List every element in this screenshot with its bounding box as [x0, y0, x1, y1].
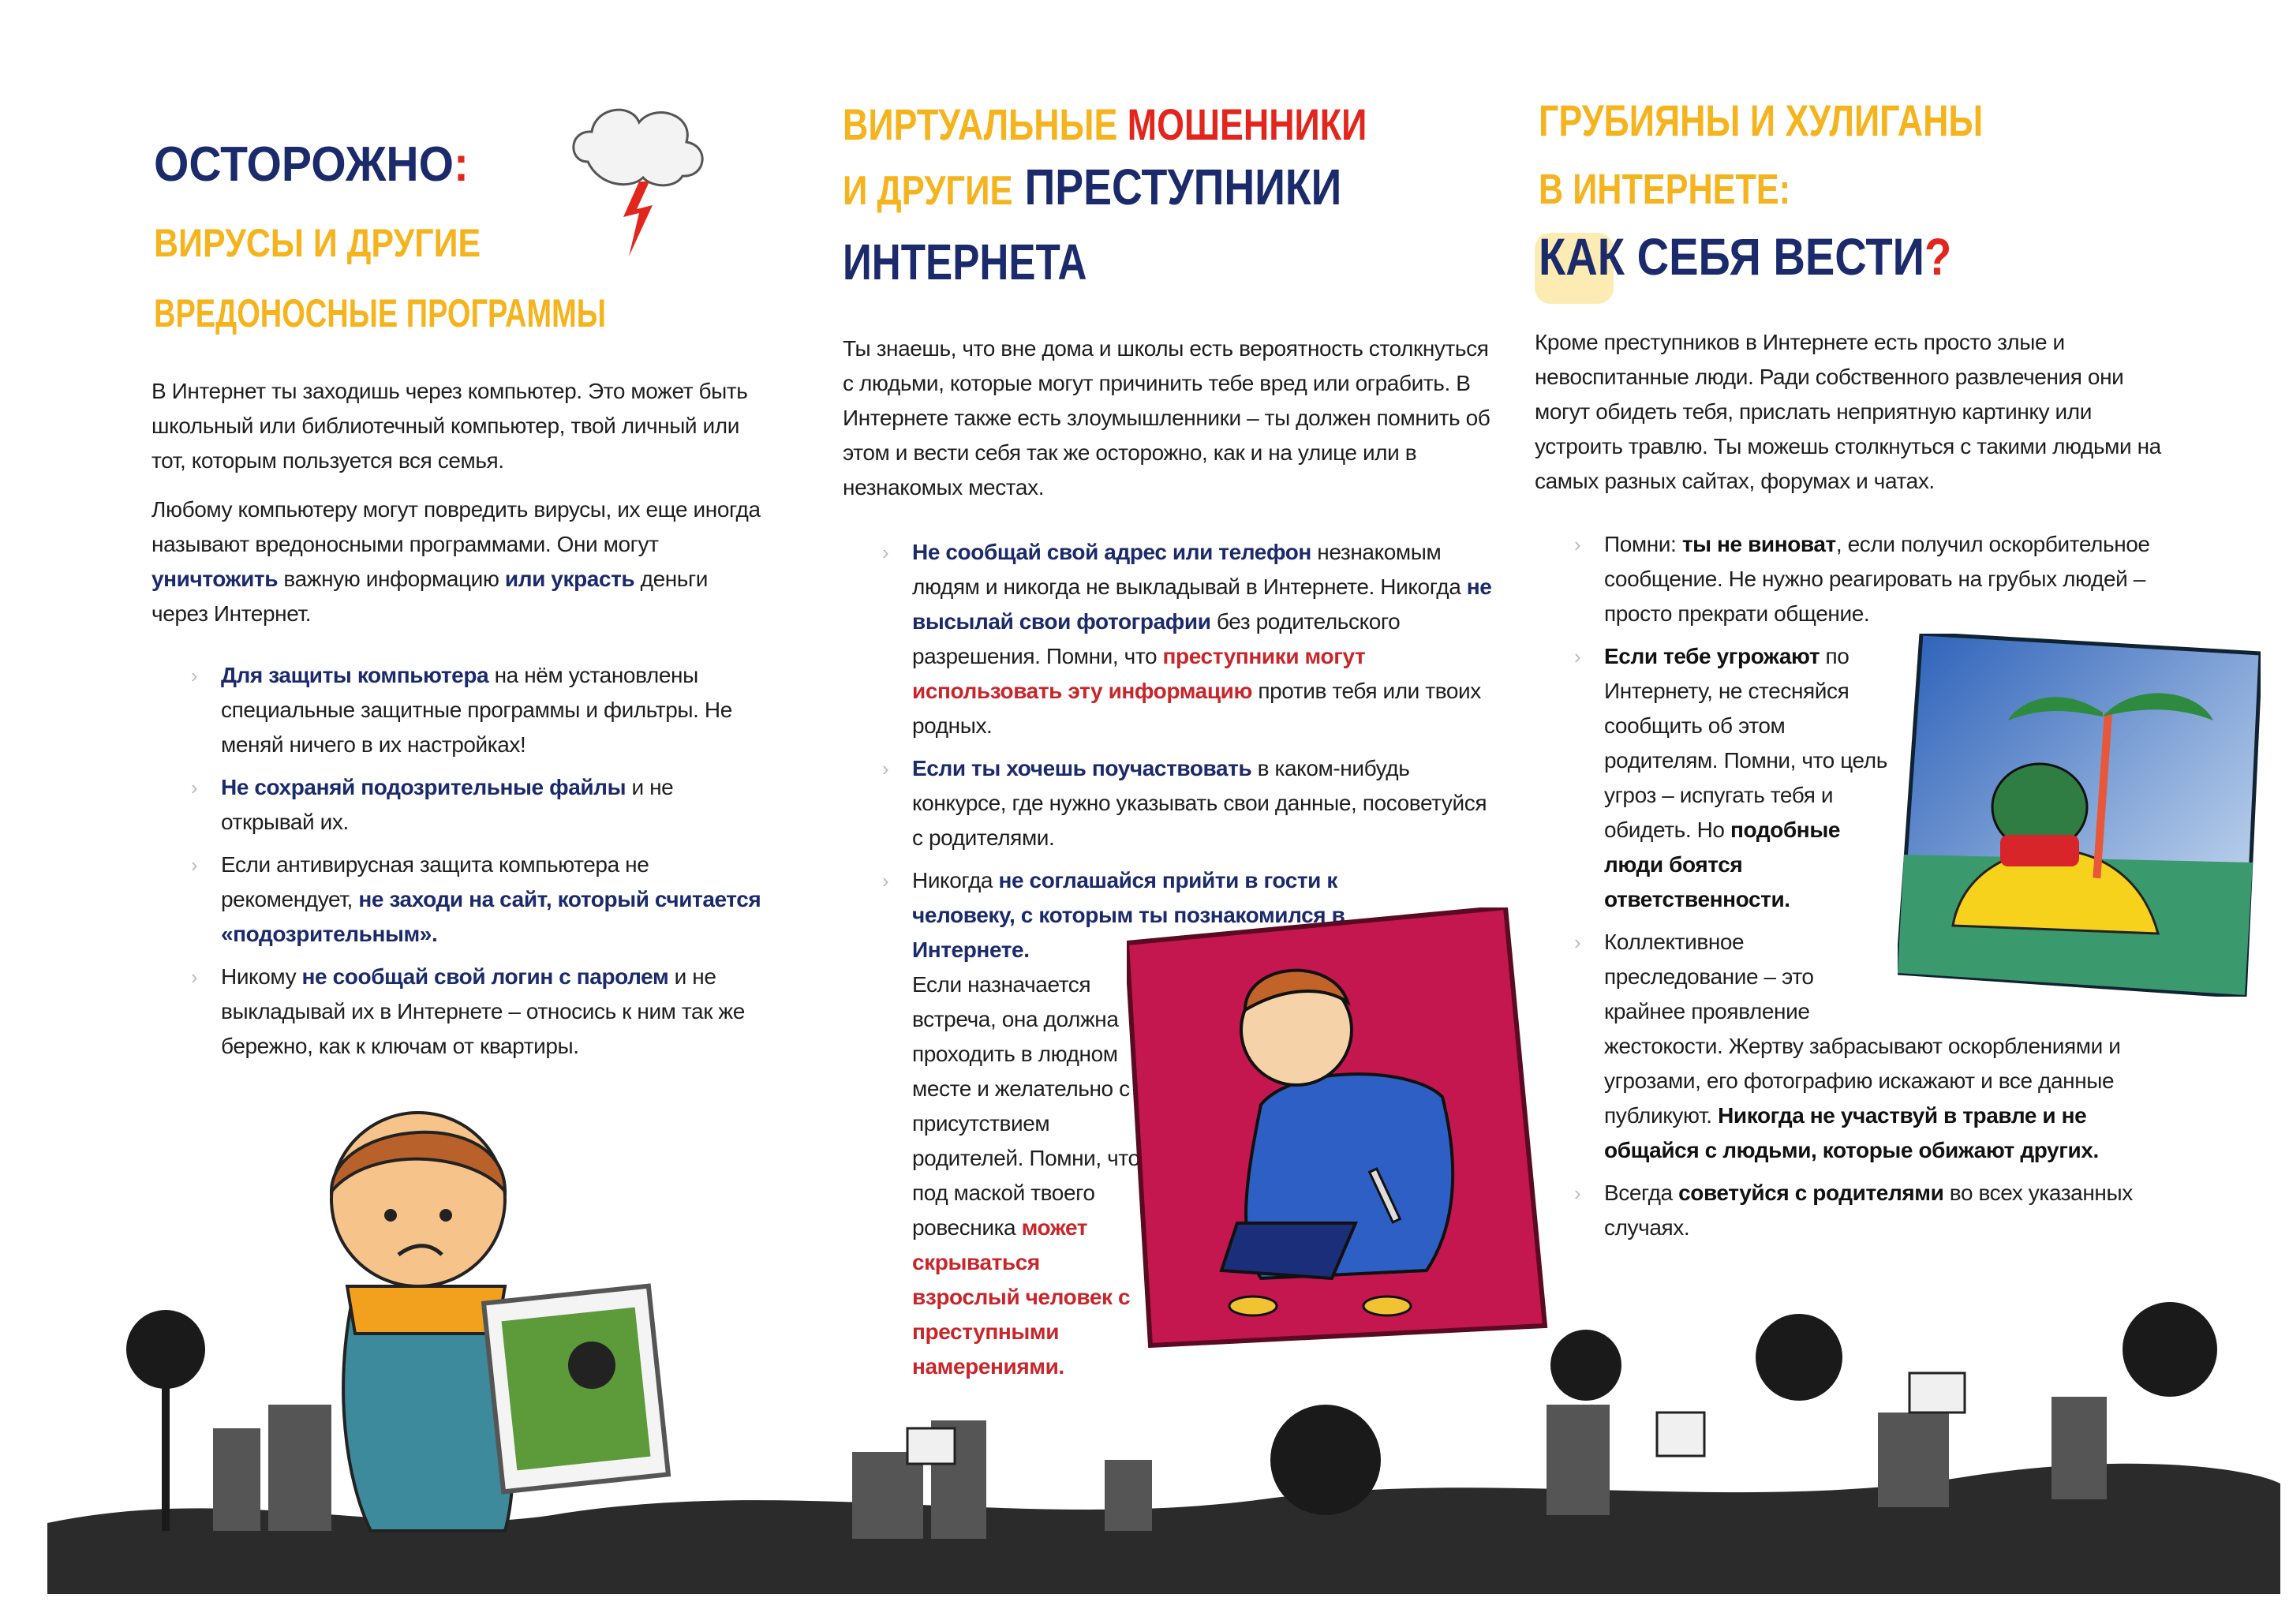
list-item — [1535, 527, 2182, 631]
heading-word: ВИРТУАЛЬНЫЕ — [843, 99, 1118, 149]
body-text: Никогда — [912, 868, 999, 892]
bullet-arrow-icon: › — [191, 965, 198, 989]
list-item — [1535, 639, 2182, 917]
body-text: незнакомым людям и никогда не выкладывай в Интернете. Никогда — [912, 540, 1467, 599]
heading-word: МОШЕННИКИ — [1127, 99, 1367, 149]
col3-heading-line2: В ИНТЕРНЕТЕ: — [1539, 166, 1791, 213]
body-text: без родительского разрешения. Помни, что — [912, 609, 1401, 668]
storm-cloud-icon — [564, 99, 714, 256]
body-text: Если назначается встреча, она должна проходить в людном месте и желательно с присутствием родителей. Помни, что под маской твоего ровесника — [912, 972, 1140, 1240]
confused-boy-illustration — [260, 1105, 702, 1547]
bold-text: Если ты хочешь поучаствовать — [912, 756, 1252, 780]
bold-text: не сообщай свой логин с паролем — [301, 964, 669, 989]
heading-text: ОСТОРОЖНО — [154, 137, 454, 192]
col1-paragraph-2 — [151, 492, 763, 631]
col1-heading-main — [154, 137, 469, 192]
bold-text: не высылай свои фотографии — [912, 574, 1492, 634]
body-text: Помни: — [1604, 532, 1682, 556]
list-item — [151, 658, 763, 762]
body-text: деньги через Интернет. — [151, 567, 709, 626]
list-item — [151, 960, 763, 1064]
bold-text: Не сохраняй подозрительные файлы — [221, 775, 626, 799]
bold-text: Не сообщай свой адрес или телефон — [912, 540, 1311, 564]
list-item — [151, 848, 763, 952]
heading-word: И ДРУГИЕ — [843, 168, 1013, 214]
bold-text: не заходи на сайт, который считается «подозрительным». — [221, 887, 761, 946]
heading-text: КАК СЕБЯ ВЕСТИ — [1539, 227, 1924, 286]
body-text: Если антивирусная защита компьютера не рекомендует, — [221, 852, 649, 911]
col1-heading-sub1: ВИРУСЫ И ДРУГИЕ — [154, 221, 481, 265]
bold-text: Для защиты компьютера — [221, 663, 489, 687]
body-text: В Интернет ты заходишь через компьютер. Это может быть школьный или библиотечный компьютер, твой личный или тот, которым пользуется вся семья. — [151, 379, 748, 473]
col1-heading-sub2: ВРЕДОНОСНЫЕ ПРОГРАММЫ — [154, 291, 606, 335]
bullet-arrow-icon: › — [1574, 645, 1581, 668]
bullet-arrow-icon: › — [882, 541, 889, 564]
col3-heading-line1: ГРУБИЯНЫ И ХУЛИГАНЫ — [1539, 95, 1984, 145]
bullet-arrow-icon: › — [882, 757, 889, 780]
body-text: Любому компьютеру могут повредить вирусы, их еще иногда называют вредоносными программами. Они могут — [151, 497, 761, 556]
body-text: по Интернету, не стесняйся сообщить об этом родителям. Помни, что цель угроз – испугать тебя и обидеть. Но — [1604, 644, 1887, 842]
body-text: и не выкладывай их в Интернете – относись к ним так же бережно, как к ключам от квартиры. — [221, 964, 745, 1058]
bullet-arrow-icon: › — [191, 853, 198, 877]
bullet-arrow-icon: › — [1574, 930, 1581, 954]
heading-word: ПРЕСТУПНИКИ — [1024, 159, 1342, 215]
list-item — [151, 770, 763, 840]
list-item — [843, 751, 1494, 855]
bold-text: или украсть — [504, 567, 635, 591]
bullet-arrow-icon: › — [191, 776, 198, 799]
bold-text: уничтожить — [151, 567, 279, 591]
bold-text: советуйся с родителями — [1678, 1181, 1944, 1205]
list-item — [1535, 925, 2182, 1168]
col2-heading-line3: ИНТЕРНЕТА — [843, 234, 1087, 290]
bullet-arrow-icon: › — [1574, 533, 1581, 556]
list-item — [1535, 1176, 2182, 1245]
col2-intro — [843, 331, 1494, 505]
bold-text: ты не виноват — [1681, 532, 1836, 556]
bold-text: Если тебе угрожают — [1604, 644, 1820, 668]
bullet-arrow-icon: › — [882, 869, 889, 892]
col3-intro — [1535, 325, 2182, 499]
body-text: и не открывай их. — [221, 775, 674, 834]
body-text: против тебя или твоих родных. — [912, 679, 1481, 738]
body-text: Всегда — [1604, 1181, 1679, 1205]
body-text: важную информацию — [278, 567, 505, 591]
body-text: во всех указанных случаях. — [1604, 1181, 2133, 1240]
body-text: Никому — [221, 964, 302, 989]
body-text: Кроме преступников в Интернете есть просто злые и невоспитанные люди. Ради собственного развлечения они могут обидеть тебя, прислать неприятную картинку или устроить травлю. Ты можешь столкнуться с такими людьми на самых разных сайтах, форумах и чатах. — [1535, 330, 2161, 493]
col1-body — [151, 374, 763, 1072]
bold-text: не соглашайся прийти в гости к человеку, с которым ты познакомился в Интернете. — [912, 868, 1345, 962]
body-text: Ты знаешь, что вне дома и школы есть вероятность столкнуться с людьми, которые могут причинить тебе вред или ограбить. В Интернете также есть злоумышленники – ты должен помнить об этом и вести себя так же осторожно, как и на улице или в незнакомых местах. — [843, 336, 1490, 500]
col3-heading-line3 — [1539, 227, 1952, 286]
col2-heading-line2 — [843, 159, 1342, 215]
col3-body — [1535, 325, 2182, 1253]
heading-colon: : — [453, 137, 469, 192]
bold-text: подобные люди боятся ответственности. — [1604, 818, 1840, 911]
col1-paragraph-1 — [151, 374, 763, 478]
body-text: Коллективное преследование – это крайнее проявление жестокости. Жертву забрасывают оскорблениями и угрозами, его фотографию искажают и все данные публикуют. — [1604, 930, 2121, 1128]
bold-text: Никогда не участвуй в травле и не общайся с людьми, которые обижают других. — [1604, 1103, 2099, 1162]
list-item — [843, 535, 1494, 743]
body-text: в каком-нибудь конкурсе, где нужно указывать свои данные, посоветуйся с родителями. — [912, 756, 1487, 850]
body-text: , если получил оскорбительное сообщение. Не нужно реагировать на грубых людей – просто прекрати общение. — [1604, 532, 2150, 626]
col2-heading-line1 — [843, 99, 1367, 149]
red-emphasis-text: может скрываться взрослый человек с преступными намерениями. — [912, 1215, 1131, 1379]
bullet-arrow-icon: › — [1574, 1181, 1581, 1205]
body-text: на нём установлены специальные защитные программы и фильтры. Не меняй ничего в их настройках! — [221, 663, 732, 757]
red-emphasis-text: преступники могут использовать эту информацию — [912, 644, 1366, 703]
bullet-arrow-icon: › — [191, 664, 198, 687]
heading-question-mark: ? — [1924, 227, 1952, 286]
